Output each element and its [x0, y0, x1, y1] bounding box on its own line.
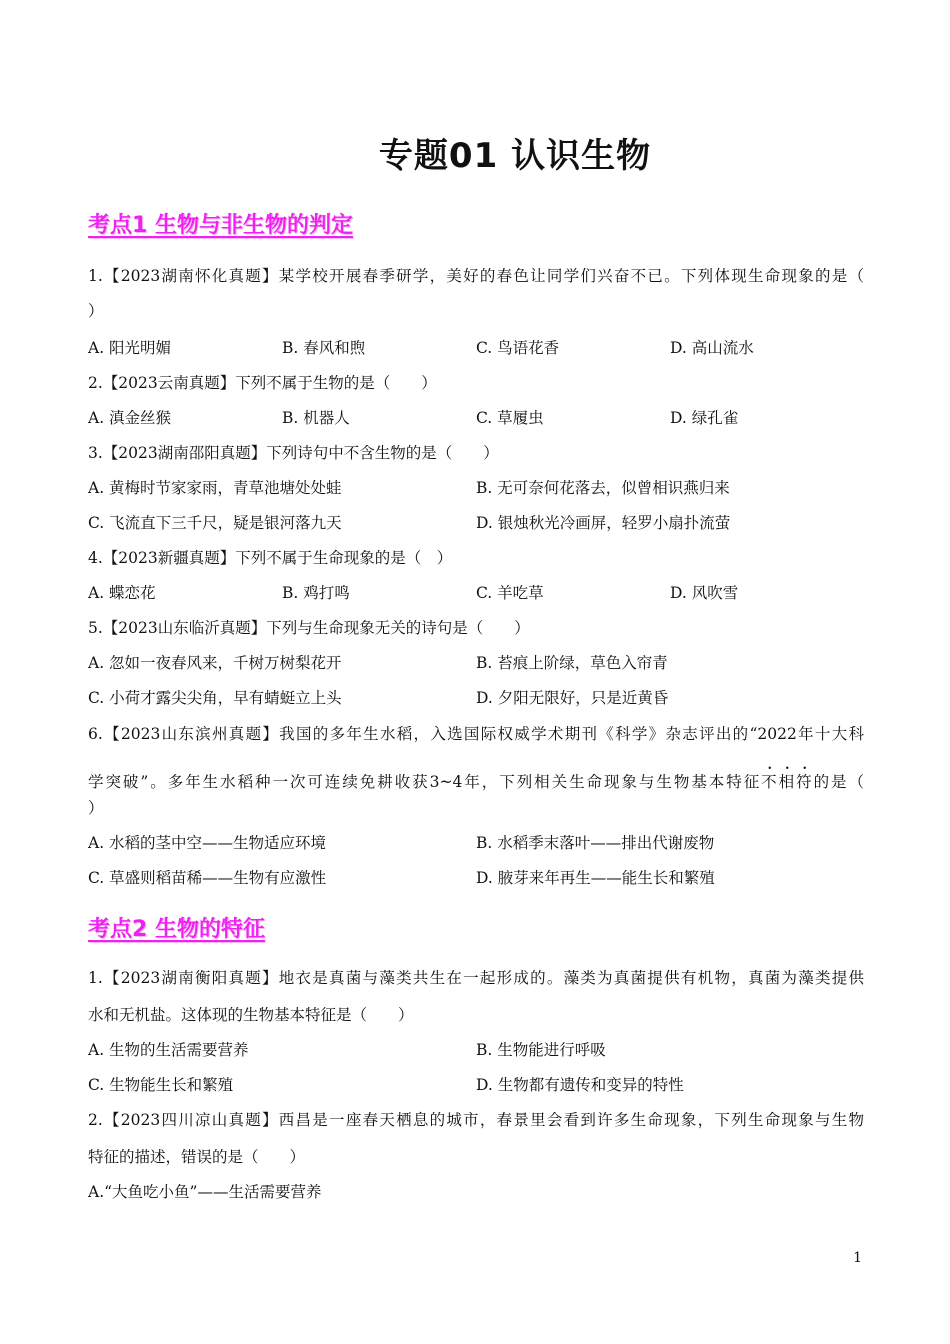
options-row — [88, 1040, 864, 1060]
option-b: B. 鸡打鸣 — [282, 584, 350, 602]
options-row — [88, 338, 864, 358]
question-stem: 1.【2023湖南怀化真题】某学校开展春季研学，美好的春色让同学们兴奋不已。下列体现生命现象的是（ — [88, 267, 864, 285]
page-number: 1 — [853, 1250, 862, 1266]
option-a: A.“大鱼吃小鱼”——生活需要营养 — [88, 1183, 322, 1201]
option-c: C. 小荷才露尖尖角，早有蜻蜓立上头 — [88, 689, 342, 707]
option-a: A. 忽如一夜春风来，千树万树梨花开 — [88, 654, 342, 672]
stem-text: 的是（ — [813, 773, 864, 791]
options-row — [88, 408, 864, 428]
question-stem: 5.【2023山东临沂真题】下列与生命现象无关的诗句是（ ） — [88, 619, 530, 637]
section-heading-1: 考点1 生物与非生物的判定 — [88, 213, 353, 238]
option-c: C. 生物能生长和繁殖 — [88, 1076, 234, 1094]
option-d: D. 银烛秋光冷画屏，轻罗小扇扑流萤 — [476, 514, 731, 532]
question-stem-cont: 特征的描述，错误的是（ ） — [88, 1148, 306, 1166]
question-stem: 4.【2023新疆真题】下列不属于生命现象的是（ ） — [88, 549, 453, 567]
option-d: D. 风吹雪 — [670, 584, 739, 602]
emphasis-dotted: 不相符 — [761, 773, 814, 791]
option-a: A. 生物的生活需要营养 — [88, 1041, 249, 1059]
option-c: C. 羊吃草 — [476, 584, 544, 602]
question-stem: 6.【2023山东滨州真题】我国的多年生水稻，入选国际权威学术期刊《科学》杂志评出的“2022年十大科 — [88, 725, 864, 743]
question-stem-cont: 水和无机盐。这体现的生物基本特征是（ ） — [88, 1006, 414, 1024]
option-c: C. 草履虫 — [476, 409, 544, 427]
options-row — [88, 478, 864, 498]
options-row — [88, 833, 864, 853]
option-a: A. 阳光明媚 — [88, 339, 172, 357]
stem-text: 学突破”。多年生水稻种一次可连续免耕收获3~4年，下列相关生命现象与生物基本特征 — [88, 773, 762, 791]
option-d: D. 绿孔雀 — [670, 409, 739, 427]
option-b: B. 春风和煦 — [282, 339, 366, 357]
option-c: C. 草盛则稻苗稀——生物有应激性 — [88, 869, 327, 887]
page-title: 专题01 认识生物 — [378, 136, 652, 176]
option-d: D. 生物都有遗传和变异的特性 — [476, 1076, 684, 1094]
options-row — [88, 1075, 864, 1095]
option-b: B. 水稻季末落叶——排出代谢废物 — [476, 834, 715, 852]
options-row — [88, 688, 864, 708]
option-d: D. 高山流水 — [670, 339, 754, 357]
question-stem: 3.【2023湖南邵阳真题】下列诗句中不含生物的是（ ） — [88, 444, 499, 462]
option-b: B. 生物能进行呼吸 — [476, 1041, 606, 1059]
options-row — [88, 653, 864, 673]
option-a: A. 蝶恋花 — [88, 584, 156, 602]
option-c: C. 飞流直下三千尺，疑是银河落九天 — [88, 514, 342, 532]
option-b: B. 机器人 — [282, 409, 350, 427]
section-heading-2: 考点2 生物的特征 — [88, 917, 265, 942]
question-stem: 1.【2023湖南衡阳真题】地衣是真菌与藻类共生在一起形成的。藻类为真菌提供有机物，真菌为藻类提供 — [88, 969, 864, 987]
option-a: A. 黄梅时节家家雨，青草池塘处处蛙 — [88, 479, 342, 497]
question-stem-cont: ） — [88, 302, 104, 320]
option-c: C. 鸟语花香 — [476, 339, 560, 357]
option-d: D. 腋芽来年再生——能生长和繁殖 — [476, 869, 715, 887]
question-stem-cont — [88, 764, 864, 792]
option-a: A. 水稻的茎中空——生物适应环境 — [88, 834, 327, 852]
option-b: B. 无可奈何花落去，似曾相识燕归来 — [476, 479, 730, 497]
option-d: D. 夕阳无限好，只是近黄昏 — [476, 689, 669, 707]
options-row — [88, 513, 864, 533]
question-stem: 2.【2023四川凉山真题】西昌是一座春天栖息的城市，春景里会看到许多生命现象，下列生命现象与生物 — [88, 1111, 864, 1129]
option-b: B. 苔痕上阶绿，草色入帘青 — [476, 654, 668, 672]
options-row — [88, 583, 864, 603]
options-row — [88, 868, 864, 888]
option-a: A. 滇金丝猴 — [88, 409, 172, 427]
question-stem: 2.【2023云南真题】下列不属于生物的是（ ） — [88, 374, 437, 392]
question-stem-cont: ） — [88, 799, 104, 817]
